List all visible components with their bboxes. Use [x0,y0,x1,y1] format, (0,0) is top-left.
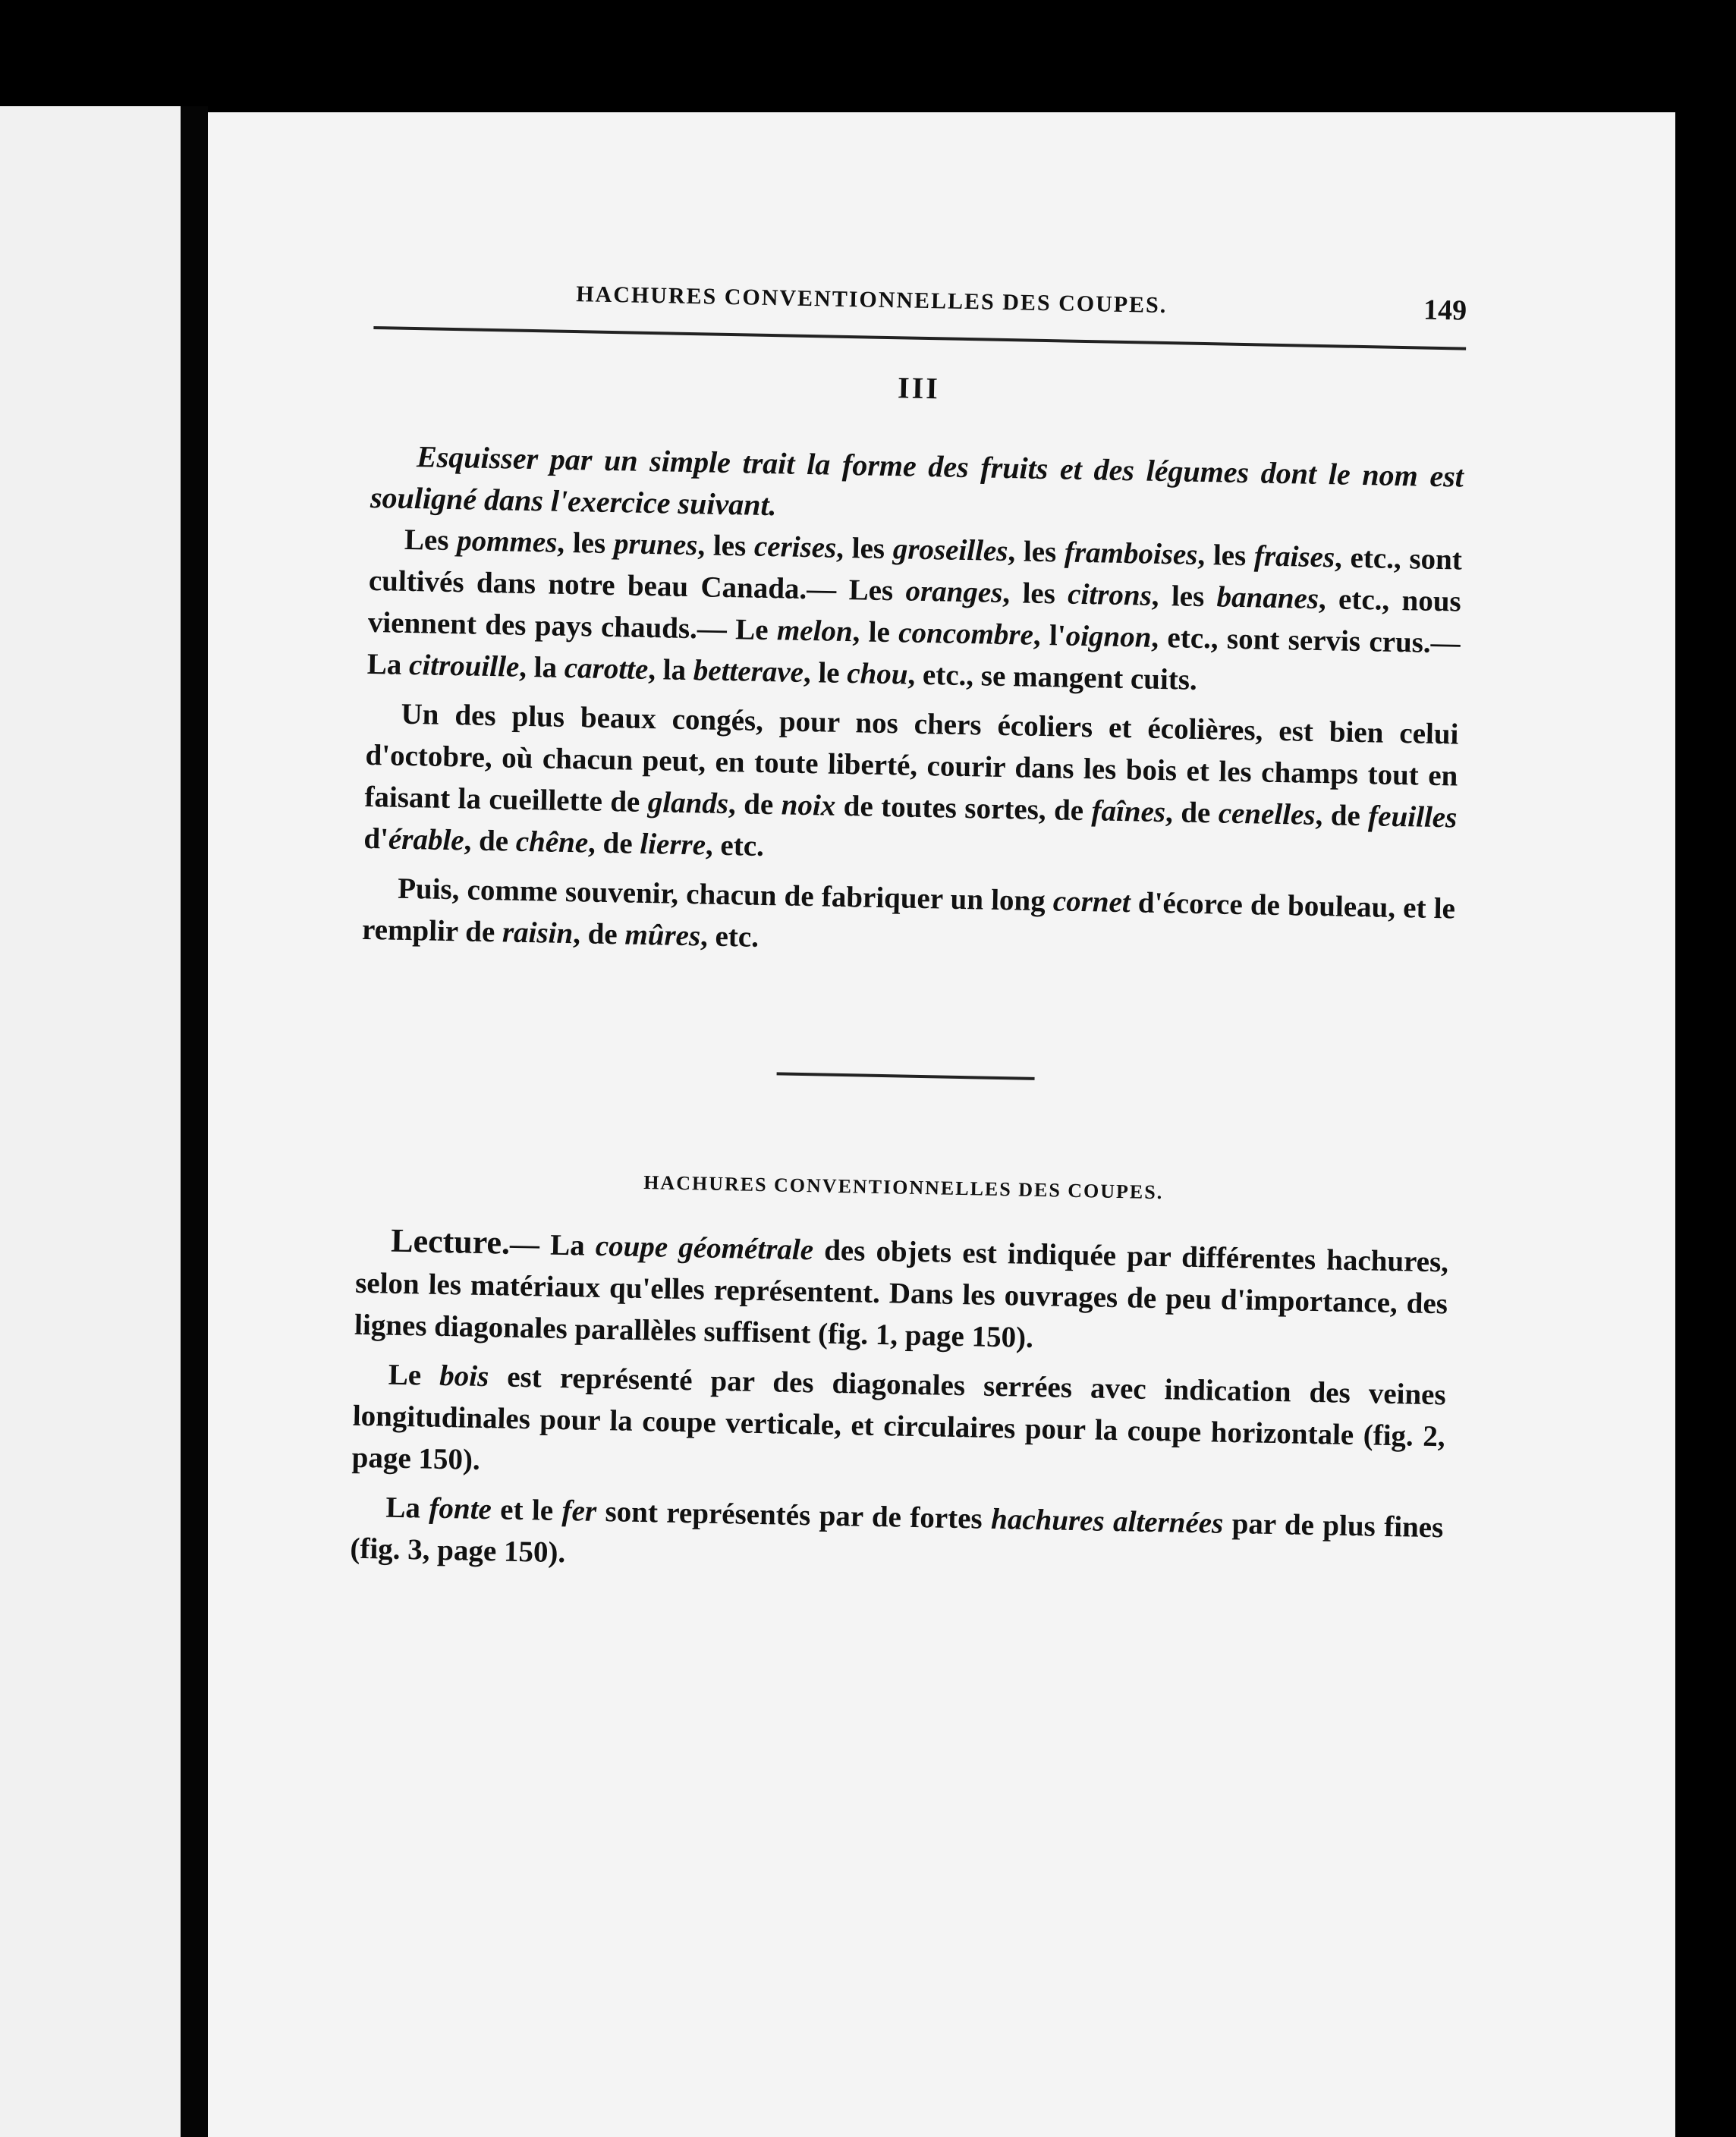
emphasis-word: noix [781,788,836,822]
exercise-instruction: Esquisser par un simple trait la forme des fruits et des légumes dont le nom est souligné dans l'exercice suivant. [370,439,1464,523]
emphasis-word: fer [561,1494,597,1528]
emphasis-word: bananes [1216,580,1319,615]
emphasis-word: fraises [1253,539,1335,574]
section-title-hachures: HACHURES CONVENTIONNELLES DES COUPES. [643,1171,1164,1204]
emphasis-word: pommes [456,524,558,559]
paragraph-fonte-fer: La fonte et le fer sont représentés par de fortes hachures alternées par de plus fines (fig. 3, page 150). [350,1491,1444,1570]
emphasis-word: glands [647,786,729,821]
paragraph-souvenir: Puis, comme souvenir, chacun de fabriquer un long cornet d'écorce de bouleau, et le remplir de raisin, de mûres, etc. [361,872,1456,954]
emphasis-word: betterave [693,654,804,689]
emphasis-word: groseilles [892,533,1008,568]
emphasis-word: chou [846,657,908,691]
paragraph-conges-octobre: Un des plus beaux congés, pour nos chers écoliers et écolières, est bien celui d'octobre, où chacun peut, en toute liberté, courir dans les bois et les champs tout en faisant la cueillette de glands, de noix de toutes sortes, de faînes, de cenelles, de feuilles d'érable, de chêne, de lierre, etc. [363,697,1459,863]
paragraph-lecture: Lecture.— La coupe géométrale des objets est indiquée par différentes hachures, selon les matériaux qu'elles représentent. Dans les ouvrages de peu d'importance, des lignes diagonales parallèles suffisent (fig. 1, page 150). [354,1221,1449,1354]
section-divider [777,1072,1035,1080]
paragraph-bois: Le bois est représenté par des diagonales serrées avec indication des veines longitudinales pour la coupe verticale, et circulaires pour la coupe horizontale (fig. 2, page 150). [351,1358,1447,1476]
emphasis-word: érable [388,822,465,857]
running-title: HACHURES CONVENTIONNELLES DES COUPES. [575,281,1168,319]
header-rule [373,326,1466,350]
emphasis-word: raisin [502,916,574,951]
emphasis-word: cerises [753,530,837,564]
book-gutter [181,106,208,2137]
emphasis-word: bois [439,1359,489,1394]
emphasis-word: oignon [1065,619,1152,654]
paragraph-fruits-legumes: Les pommes, les prunes, les cerises, les groseilles, les framboises, les fraises, etc., sont cultivés dans notre beau Canada.— Les oranges, les citrons, les bananes, etc., nous viennent des pays chauds.— Le melon, le concombre, l'oignon, etc., sont servis crus.— La citrouille, la carotte, la betterave, le chou, etc., se mangent cuits. [366,523,1463,696]
lecture-label: Lecture. [390,1221,511,1262]
page-number: 149 [1423,294,1467,327]
emphasis-word: carotte [564,651,649,687]
section-numeral: III [897,370,941,406]
emphasis-word: feuilles [1367,800,1458,834]
lecture-block [350,1219,1449,1591]
emphasis-word: coupe géométrale [595,1229,814,1267]
emphasis-word: fonte [429,1491,492,1526]
emphasis-word: cenelles [1218,797,1316,831]
emphasis-word: lierre [639,827,706,862]
page-content [350,264,1467,1590]
emphasis-word: framboises [1064,536,1198,571]
running-head [374,264,1467,338]
book-page [208,112,1675,2137]
emphasis-word: cornet [1052,885,1131,919]
page-outer-edge [1675,112,1736,2137]
emphasis-word: citrouille [408,648,520,684]
emphasis-word: hachures alternées [990,1502,1224,1540]
emphasis-word: faînes [1091,794,1166,829]
emphasis-word: chêne [515,825,589,860]
facing-page-edge [0,106,181,2137]
emphasis-word: mûres [624,918,701,953]
emphasis-word: melon [776,614,854,649]
emphasis-word: citrons [1067,577,1153,612]
emphasis-word: concombre [898,616,1034,652]
emphasis-word: oranges [905,574,1003,609]
emphasis-word: prunes [613,527,698,562]
